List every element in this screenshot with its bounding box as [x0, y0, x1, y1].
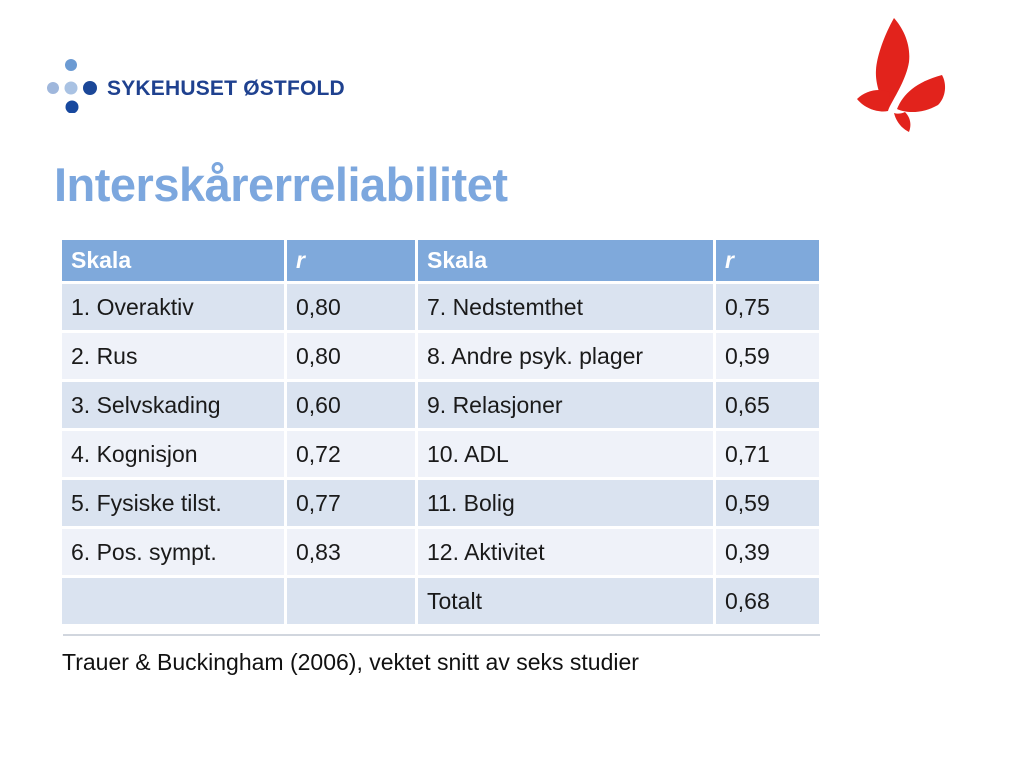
cell-r: 0,80	[287, 333, 415, 379]
cell-r: 0,83	[287, 529, 415, 575]
col-header-skala-2: Skala	[418, 240, 713, 281]
cell-r: 0,75	[716, 284, 819, 330]
cell-scale: 5. Fysiske tilst.	[62, 480, 284, 526]
cell-r: 0,80	[287, 284, 415, 330]
cell-r: 0,65	[716, 382, 819, 428]
cell-scale: 10. ADL	[418, 431, 713, 477]
cell-scale: 11. Bolig	[418, 480, 713, 526]
cell-scale: 9. Relasjoner	[418, 382, 713, 428]
table-bottom-shadow	[63, 634, 820, 636]
cell-r: 0,59	[716, 480, 819, 526]
cell-scale	[62, 578, 284, 624]
cell-r: 0,59	[716, 333, 819, 379]
cell-r: 0,60	[287, 382, 415, 428]
col-header-r-2: r	[716, 240, 819, 281]
page-title: Interskårerreliabilitet	[54, 158, 508, 212]
cell-scale: 3. Selvskading	[62, 382, 284, 428]
table-row	[62, 333, 819, 379]
table-row	[62, 480, 819, 526]
cell-r	[287, 578, 415, 624]
cell-scale: 4. Kognisjon	[62, 431, 284, 477]
cell-scale: 12. Aktivitet	[418, 529, 713, 575]
table-row	[62, 284, 819, 330]
reliability-table	[59, 237, 822, 627]
logo-dots-icon	[47, 57, 97, 113]
cell-scale: 2. Rus	[62, 333, 284, 379]
cell-r: 0,72	[287, 431, 415, 477]
cell-scale: 8. Andre psyk. plager	[418, 333, 713, 379]
cell-scale: 1. Overaktiv	[62, 284, 284, 330]
table-row	[62, 382, 819, 428]
cell-scale: 7. Nedstemthet	[418, 284, 713, 330]
col-header-skala-1: Skala	[62, 240, 284, 281]
org-name-text: SYKEHUSET ØSTFOLD	[107, 77, 345, 100]
table-header-row	[62, 240, 819, 281]
table-row	[62, 431, 819, 477]
table-row-total	[62, 578, 819, 624]
cell-scale: 6. Pos. sympt.	[62, 529, 284, 575]
cell-total-label: Totalt	[418, 578, 713, 624]
col-header-r-1: r	[287, 240, 415, 281]
butterfly-icon	[853, 12, 953, 137]
table-row	[62, 529, 819, 575]
cell-total-r: 0,68	[716, 578, 819, 624]
sykehuset-ostfold-logo	[47, 57, 345, 113]
cell-r: 0,77	[287, 480, 415, 526]
cell-r: 0,71	[716, 431, 819, 477]
citation-text: Trauer & Buckingham (2006), vektet snitt av seks studier	[62, 649, 639, 675]
cell-r: 0,39	[716, 529, 819, 575]
